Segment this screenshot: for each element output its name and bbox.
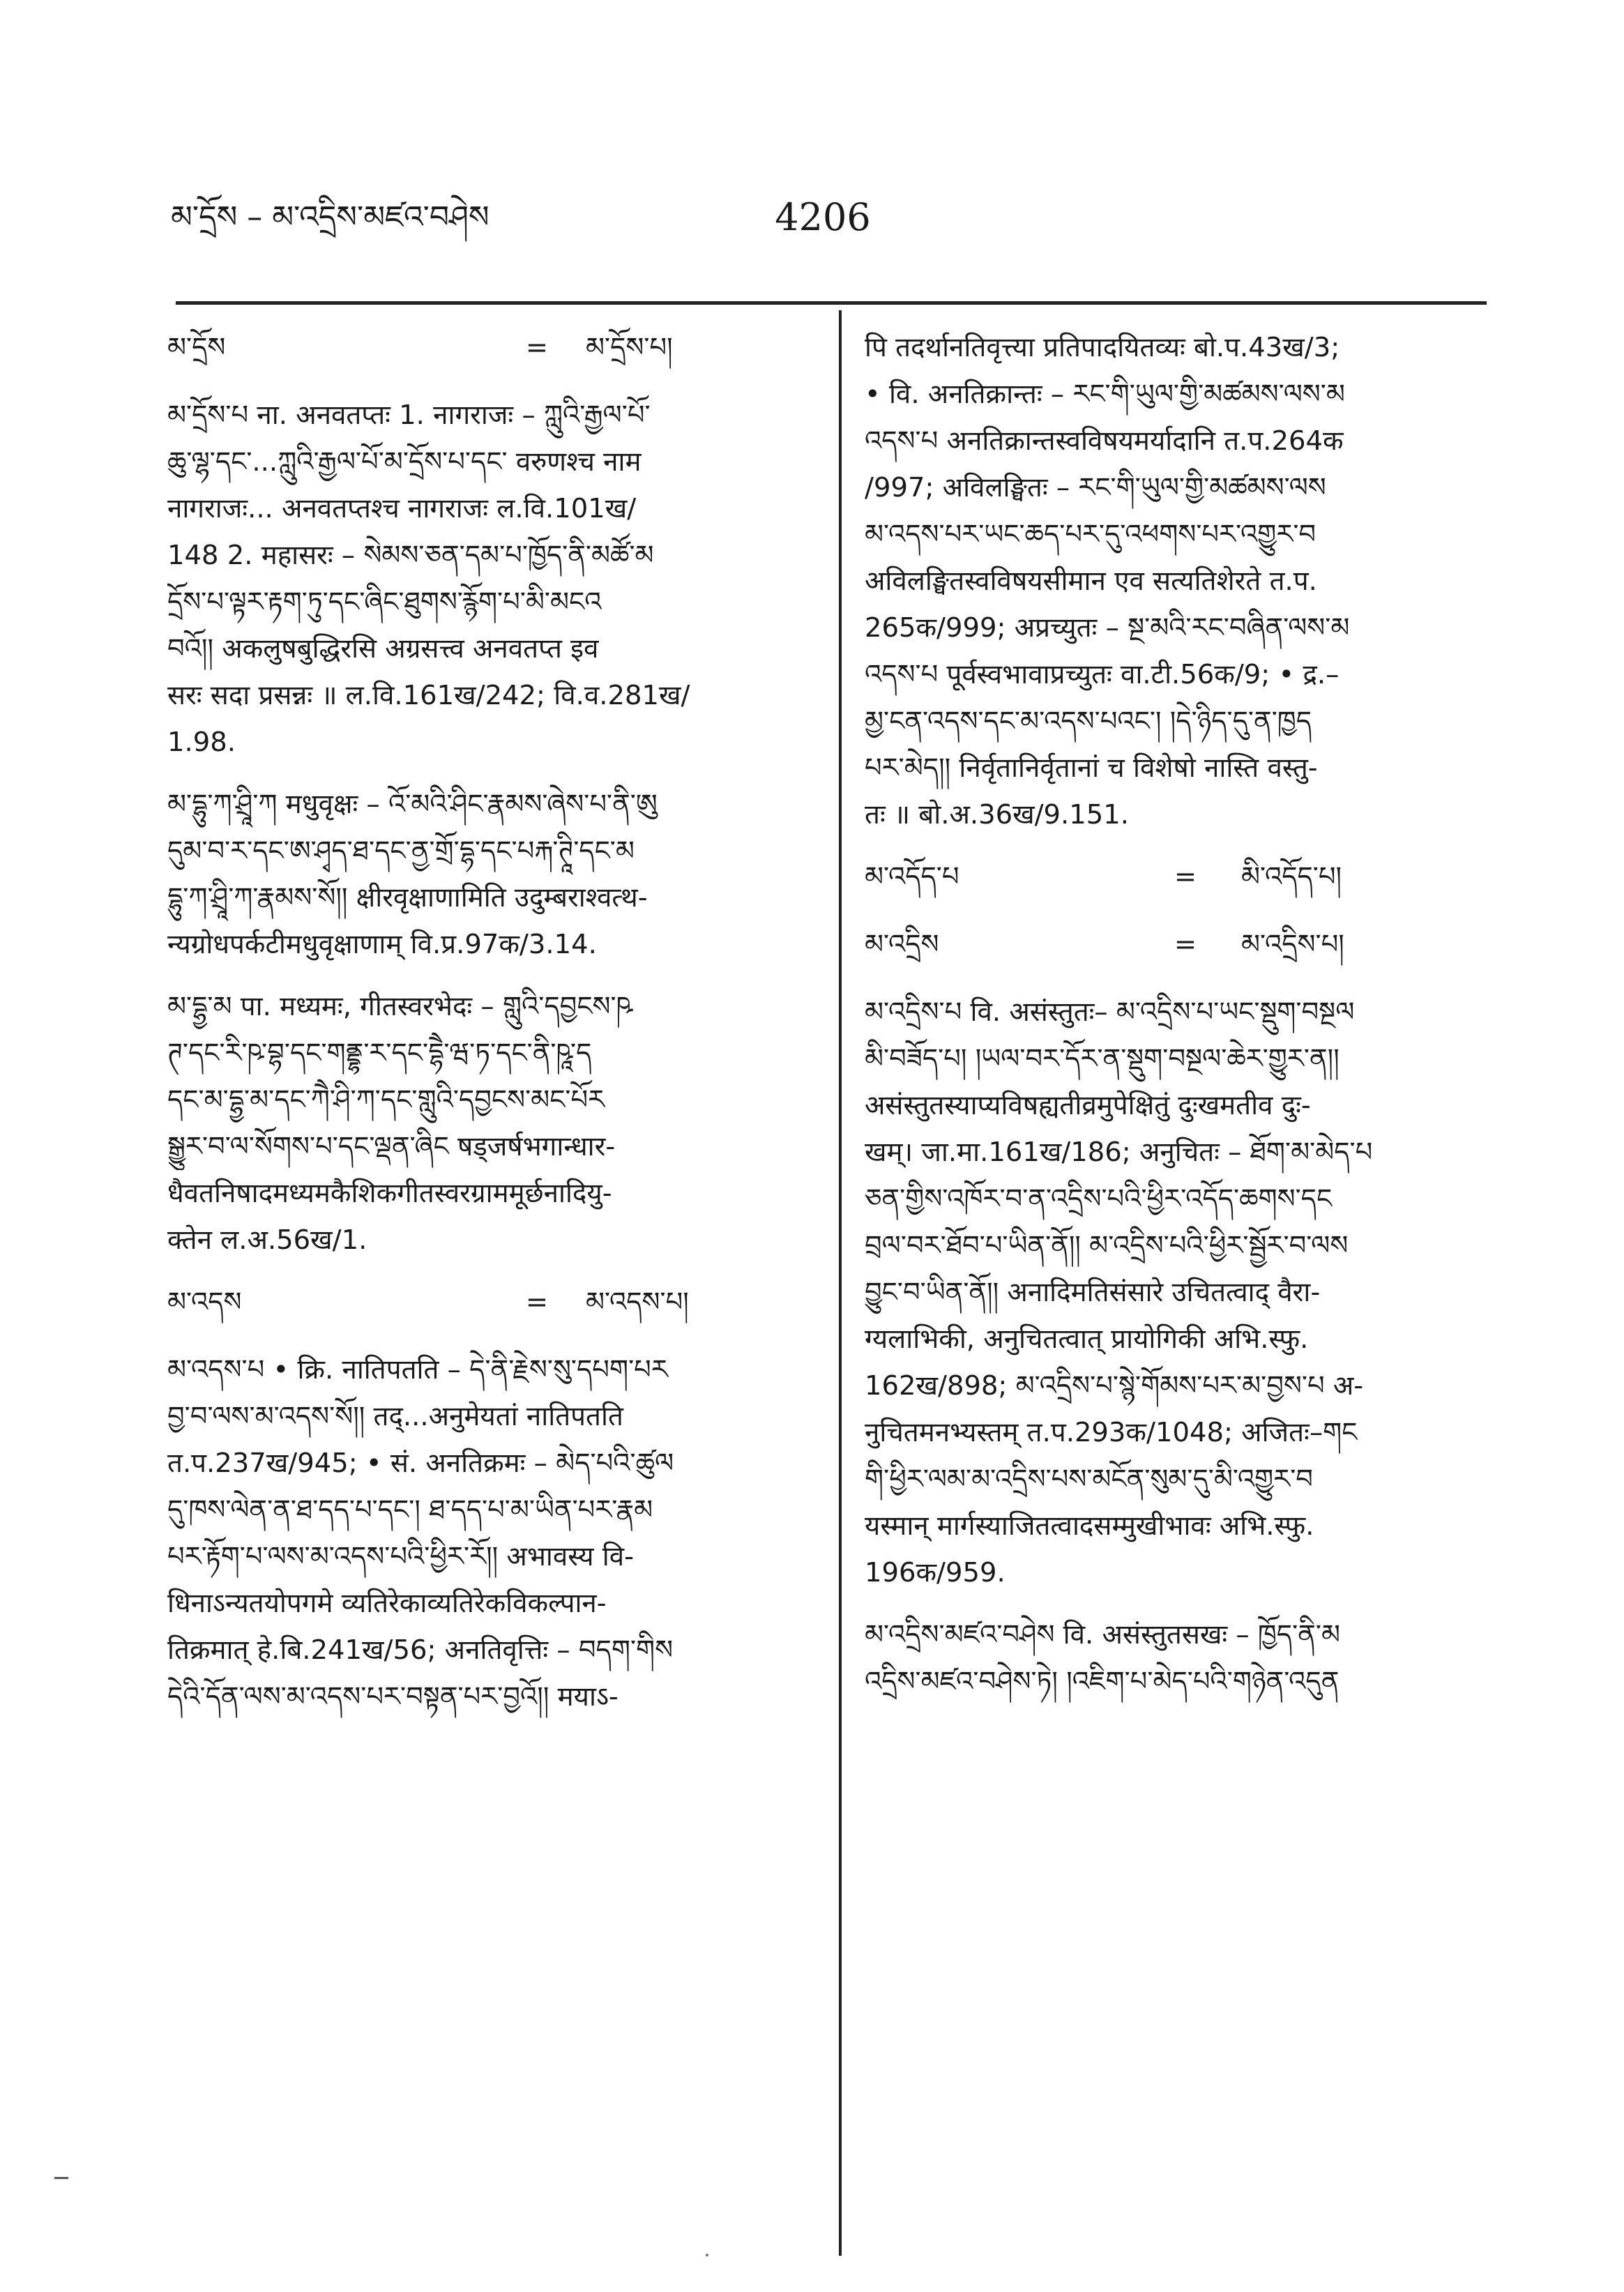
entry-line: འདས་པ पूर्वस्वभावाप्रच्युतः वा.टी.56क/9; • द्र.– [865,659,1340,690]
entry-line: མ་འདས་པར་ཡང་ཆད་པར་དུ་འཕགས་པར་འགྱུར་བ [865,519,1316,550]
entry-line: 196क/959. [865,1557,1005,1588]
entry-line: མ་དྷྱ་མ पा. मध्यमः, गीतस्वरभेदः – གླུའི་དབྱངས་ཥ [167,991,633,1022]
page-header [171,197,1475,252]
entry-line: खम्। जा.मा.161ख/186; अनुचितः – ཐོག་མ་མེད་པ [865,1137,1373,1168]
xref-target: མ་འདས་པ། [586,1287,689,1318]
dictionary-entry [865,1611,1492,1705]
entry-line: དྲོས་པ་ལྟར་རྟག་ཏུ་དང་ཞིང་ཐུགས་རྙོག་པ་མི་མངའ [167,586,602,618]
entry-line: 265क/999; अप्रच्युतः – སྔ་མའི་རང་བཞིན་ལས་མ [865,612,1350,644]
page-number: 4206 [775,195,871,239]
entry-line: མ་འདྲིས་པ वि. असंस्तुतः– མ་འདྲིས་པ་ཡང་སྡུག་བསྔལ [865,996,1355,1028]
entry-line: པར་རྟོག་པ་ལས་མ་འདས་པའི་ཕྱིར་རོ།། अभावस्य वि- [167,1541,635,1572]
entry-line: དུམ་བ་ར་དང་ཨ་ཤྭད་ཐ་དང་ནྱ་གྲོ་དྷ་དང་པརྐ་ཊཱི་དང་མ [167,835,635,867]
xref-target: མ་དྲོས་པ། [586,332,673,363]
entry-line: འདས་པ अनतिक्रान्तस्वविषयमर्यादानि त.प.264क [865,425,1344,457]
entry-line: पि तदर्थानतिवृत्त्या प्रतिपादयितव्यः बो.प.43ख/3; [865,332,1340,363]
scan-artifact [706,2254,708,2256]
entry-line: 162ख/898; མ་འདྲིས་པ་སྙེ་གོམས་པར་མ་བྱས་པ अ- [865,1370,1364,1402]
xref-entry [167,1279,816,1326]
dictionary-entry [865,989,1492,1596]
entry-line: तः ॥ बो.अ.36ख/9.151. [865,799,1130,830]
entry-line: བྲལ་བར་ཐོབ་པ་ཡིན་ནོ།། མ་འདྲིས་པའི་ཕྱིར་སྦྱོར་བ་ལས [865,1230,1349,1261]
entry-line: ग्यलाभिकी, अनुचितत्वात् प्रायोगिकी अभि.स्फु. [865,1323,1309,1355]
column-divider [839,310,842,2256]
entry-line: धैवतनिषादमध्यमकैशिकगीतस्वरग्राममूर्छनादियु- [167,1178,612,1209]
entry-line: त.प.237ख/945; • सं. अनतिक्रमः – མེད་པའི་ཚུལ [167,1448,674,1479]
left-column [167,324,816,1736]
dictionary-entry [167,781,816,968]
xref-target: མི་འདོད་པ། [1241,861,1342,893]
entry-line: 1.98. [167,727,236,758]
entry-line: དུ་ཁས་ལེན་ན་ཐ་དད་པ་དང་། ཐ་དད་པ་མ་ཡིན་པར་རྣམ [167,1494,653,1526]
xref-entry [167,324,816,371]
header-rule [176,301,1487,305]
dictionary-entry [167,1346,816,1720]
scan-artifact [54,2177,68,2179]
entry-line: དེའི་དོན་ལས་མ་འདས་པར་བསྟན་པར་བྱའོ།། मयाऽ- [167,1681,619,1713]
entry-line: नागराजः... अनवतप्तश्च नागराजः ल.वि.101ख/ [167,493,637,524]
entry-line: འདྲིས་མཛའ་བཤེས་ཏེ། །འཇིག་པ་མེད་པའི་གཉེན་འདུན [865,1666,1340,1697]
entry-line: /997; अविलङ्घितः – རང་གི་ཡུལ་གྱི་མཚམས་ལས [865,472,1326,503]
running-head: མ་དྲོས – མ་འདྲིས་མཛའ་བཤེས [171,199,490,235]
equals-sign: = [1174,861,1197,893]
entry-line: པར་མེད།། निर्वृतानिर्वृतानां च विशेषो नास्ति वस्तु- [865,752,1318,784]
dictionary-entry [167,983,816,1263]
entry-line: མ་དྲོས་པ ना. अनवतप्तः 1. नागराजः – ཀླུའི་རྒྱལ་པོ་ [167,400,651,431]
entry-line: धिनाऽन्यतयोपगमे व्यतिरेकाव्यतिरेकविकल्पान- [167,1588,607,1619]
xref-target: མ་འདྲིས་པ། [1241,929,1344,960]
entry-line: བྱ་བ་ལས་མ་འདས་སོ།། तद्...अनुमेयतां नातिपतति [167,1401,623,1432]
entry-line: དང་མ་དྷྱ་མ་དང་ཀཻ་ཤི་ཀ་དང་གླུའི་དབྱངས་མང་པོར [167,1084,605,1116]
entry-line: • वि. अनतिक्रान्तः – རང་གི་ཡུལ་གྱི་མཚམས་ལས་མ [865,379,1345,410]
entry-line: ཅན་གྱིས་འཁོར་བ་ན་འདྲིས་པའི་ཕྱིར་འདོད་ཆགས་དང [865,1183,1333,1215]
entry-line: མ་དྷུ་ཀ་ཤྲཱི་ཀ मधुवृक्षः – འོ་མའི་ཤིང་རྣམས་ཞེས་པ་ནི་ཨུ [167,789,658,820]
equals-sign: = [1174,929,1197,960]
xref-entry [865,853,1492,900]
entry-line: ཊ་དང་རི་ཥ་བྷ་དང་གནྡྷ་ར་དང་དྷཻ་ཝ་ཏ་དང་ནི་ཥཱ་ད [167,1038,592,1069]
entry-line: གི་ཕྱིར་ལམ་མ་འདྲིས་པས་མངོན་སུམ་དུ་མི་འགྱུར་བ [865,1464,1313,1495]
xref-headword: མ་འདོད་པ [865,861,959,893]
entry-line: མི་བཟོད་པ། །ཡལ་བར་དོར་ན་སྡུག་བསྔལ་ཆེར་གྱུར་ན།། [865,1043,1340,1075]
entry-line: सरः सदा प्रसन्नः ॥ ल.वि.161ख/242; वि.व.281ख/ [167,680,690,711]
entry-line: न्यग्रोधपर्कटीमधुवृक्षाणाम् वि.प्र.97क/3.14. [167,929,597,960]
entry-line: ཆུ་ལྷ་དང་...ཀླུའི་རྒྱལ་པོ་མ་དྲོས་པ་དང་ वरुणश्च नाम [167,446,642,478]
entry-line: यस्मान् मार्गस्याजितत्वादसम्मुखीभावः अभि.स्फु. [865,1510,1314,1542]
entry-line: དྷུ་ཀ་ཤྲཱི་ཀ་རྣམས་སོ།། क्षीरवृक्षाणामिति उदुम्बराश्वत्थ- [167,882,648,913]
entry-line: नुचितमनभ्यस्तम् त.प.293क/1048; अजितः–གང [865,1417,1358,1448]
right-column [865,324,1492,1720]
entry-line: མྱ་ངན་འདས་དང་མ་འདས་པའང་། །དེ་ཉིད་དུ་ན་ཁྱད [865,706,1312,737]
xref-entry [865,921,1492,968]
xref-headword: མ་འདས [167,1287,242,1318]
entry-line: असंस्तुतस्याप्यविषह्यतीव्रमुपेक्षितुं दुःखमतीव दुः- [865,1090,1311,1121]
entry-line: བྱུང་བ་ཡིན་ནོ།། अनादिमतिसंसारे उचितत्वाद् वैरा- [865,1277,1321,1308]
entry-line: བའོ།། अकलुषबुद्धिरसि अग्रसत्त्व अनवतप्त इव [167,633,599,665]
entry-line: अविलङ्घितस्वविषयसीमान एव सत्यतिशेरते त.प. [865,566,1317,597]
dictionary-entry [865,324,1492,838]
dictionary-entry [167,392,816,766]
entry-line: 148 2. महासरः – སེམས་ཅན་དམ་པ་ཁྱོད་ནི་མཚོ་མ [167,540,654,571]
xref-headword: མ་དྲོས [167,332,226,363]
entry-line: མ་འདས་པ • क्रि. नातिपतति – དེ་ནི་རྗེས་སུ་དཔག་པར [167,1354,668,1386]
entry-line: སྒྱུར་བ་ལ་སོགས་པ་དང་ལྡན་ཞིང षड्जर्षभगान्धार- [167,1131,616,1162]
equals-sign: = [525,1287,549,1318]
equals-sign: = [525,332,549,363]
entry-line: མ་འདྲིས་མཛའ་བཤེས वि. असंस्तुतसखः – ཁྱོད་ནི་མ [865,1619,1340,1650]
entry-line: तिक्रमात् हे.बि.241ख/56; अनतिवृत्तिः – བདག་གིས [167,1634,674,1666]
entry-line: क्तेन ल.अ.56ख/1. [167,1224,367,1256]
xref-headword: མ་འདྲིས [865,929,939,960]
